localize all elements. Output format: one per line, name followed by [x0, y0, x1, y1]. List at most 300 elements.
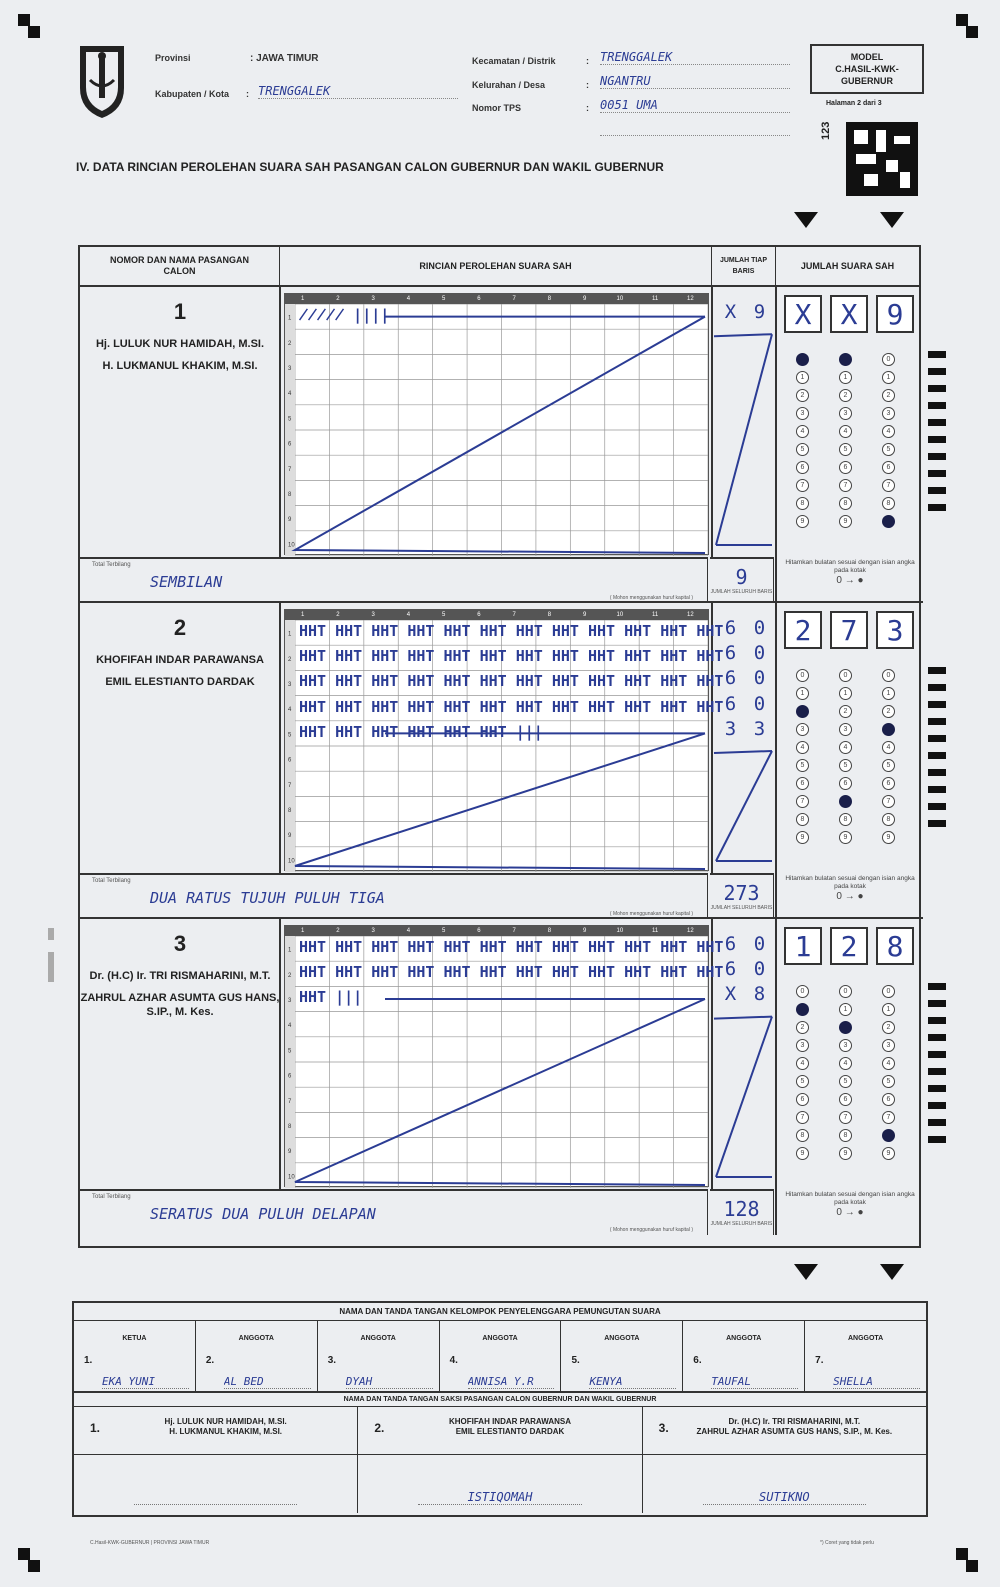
tally-grid [284, 609, 724, 871]
omr-bubble[interactable]: 3 [839, 1039, 852, 1052]
kelurahan-label: Kelurahan / Desa [472, 80, 546, 90]
terbilang-value[interactable]: SERATUS DUA PULUH DELAPAN [150, 1205, 376, 1223]
candidate-total-box: 273 JUMLAH SELURUH BARIS [710, 873, 774, 919]
witness-title: NAMA DAN TANDA TANGAN SAKSI PASANGAN CALON GUBERNUR DAN WAKIL GUBERNUR [74, 1393, 926, 1407]
tally-row: ̸̸̸̸̸ |||| [299, 306, 390, 324]
total-digit-boxes [784, 611, 914, 649]
instruction-text: Hitamkan bulatan sesuai dengan isian angka pada kotak 0 → ● [785, 875, 915, 902]
registration-mark-top-right [956, 14, 968, 26]
registration-mark-bottom-right [956, 1548, 968, 1560]
omr-bubble[interactable]: 3 [796, 1039, 809, 1052]
kpps-member [196, 1321, 318, 1391]
omr-bubble[interactable]: 4 [882, 425, 895, 438]
grid-col-label: 9 [582, 928, 587, 934]
row-sum-tens: X [724, 983, 737, 1006]
omr-bubble[interactable]: 6 [796, 777, 809, 790]
candidate-total[interactable]: 128 [723, 1197, 760, 1221]
timing-marks [928, 983, 946, 1143]
omr-bubble[interactable]: 2 [796, 1021, 809, 1034]
grid-row-label: 6 [288, 441, 292, 448]
grid-col-label: 3 [371, 928, 375, 934]
candidate-number: 3 [173, 931, 187, 956]
grid-row-label: 4 [288, 1023, 292, 1030]
member-role: ANGGOTA [360, 1335, 396, 1342]
grid-col-label: 6 [477, 296, 481, 302]
row-sum-tens: 6 [724, 617, 737, 639]
grid-row-label: 2 [288, 972, 292, 979]
total-digit-box[interactable]: 3 [876, 611, 914, 649]
omr-bubble[interactable]: 0 [796, 985, 809, 998]
witness-signer-name: SUTIKNO [703, 1490, 866, 1505]
omr-bubble[interactable]: 2 [882, 1021, 895, 1034]
member-name[interactable]: DYAH [346, 1375, 433, 1389]
omr-bubble[interactable]: 6 [796, 461, 809, 474]
kpps-member [318, 1321, 440, 1391]
candidate-number: 2 [173, 615, 187, 640]
kecamatan-value: TRENGGALEK [600, 50, 790, 65]
grid-row-label: 3 [288, 366, 292, 372]
omr-bubble[interactable] [839, 795, 852, 808]
grid-col-label: 11 [652, 928, 659, 934]
grid-col-label: 2 [336, 296, 340, 302]
footer-right: *) Coret yang tidak perlu [820, 1540, 874, 1546]
grid-col-label: 2 [336, 612, 340, 618]
omr-bubble[interactable]: 4 [839, 1057, 852, 1070]
omr-bubble[interactable]: 1 [796, 371, 809, 384]
member-name[interactable]: KENYA [589, 1375, 676, 1389]
omr-bubble[interactable]: 8 [882, 497, 895, 510]
total-digit-box[interactable]: 7 [830, 611, 868, 649]
omr-bubble[interactable]: 5 [839, 759, 852, 772]
footer-left: C.Hasil-KWK-GUBERNUR | PROVINSI JAWA TIMUR [90, 1540, 210, 1546]
grid-col-label: 7 [512, 296, 516, 302]
omr-bubble[interactable]: 4 [839, 425, 852, 438]
omr-bubble[interactable] [882, 723, 895, 736]
candidate-name-2: ZAHRUL AZHAR ASUMTA GUS HANS, S.IP., M. Kes. [80, 992, 280, 1018]
grid-row-label: 8 [288, 492, 292, 498]
kpps-member [74, 1321, 196, 1391]
omr-bubble[interactable]: 2 [839, 705, 852, 718]
kabupaten-value: TRENGGALEK [258, 84, 458, 99]
witness-signer-name: ISTIQOMAH [418, 1490, 581, 1505]
omr-bubble[interactable]: 3 [839, 407, 852, 420]
grid-col-label: 9 [582, 612, 587, 618]
member-number: 6. [693, 1355, 702, 1366]
omr-bubble[interactable]: 6 [882, 777, 895, 790]
candidate-name-2: EMIL ELESTIANTO DARDAK [105, 676, 255, 688]
omr-bubble[interactable]: 6 [839, 461, 852, 474]
omr-bubble[interactable]: 5 [796, 1075, 809, 1088]
terbilang-row: Total Terbilang SEMBILAN ( Mohon menggunakan huruf kapital ) [80, 557, 708, 603]
omr-bubble[interactable]: 8 [796, 1129, 809, 1142]
omr-bubble[interactable]: 0 [882, 985, 895, 998]
omr-bubble[interactable]: 1 [839, 371, 852, 384]
grid-col-label: 12 [687, 928, 694, 934]
total-digit-box[interactable]: X [784, 295, 822, 333]
omr-bubbles [796, 353, 895, 528]
omr-bubble[interactable]: 5 [882, 1075, 895, 1088]
tally-row: HHT ||| [299, 988, 363, 1007]
omr-bubble[interactable]: 8 [882, 813, 895, 826]
terbilang-value[interactable]: SEMBILAN [150, 573, 223, 591]
witness-signature[interactable] [643, 1455, 926, 1513]
member-number: 7. [815, 1355, 824, 1366]
candidate-name-1: Hj. LULUK NUR HAMIDAH, M.SI. [95, 338, 265, 350]
witness-signer-name [134, 1504, 297, 1505]
omr-bubble[interactable]: 7 [796, 795, 809, 808]
header-detail: RINCIAN PEROLEHAN SUARA SAH [280, 247, 712, 287]
candidate-total[interactable]: 9 [735, 565, 748, 589]
witness-candidate: 3. Dr. (H.C) Ir. TRI RISMAHARINI, M.T. ZAHRUL AZHAR ASUMTA GUS HANS, S.IP., M. Kes. [658, 1417, 893, 1436]
omr-bubble[interactable] [839, 1021, 852, 1034]
total-digit-box[interactable]: 8 [876, 927, 914, 965]
page-indicator: Halaman 2 dari 3 [826, 100, 882, 107]
grid-row-label: 9 [288, 833, 292, 840]
kpps-member [683, 1321, 805, 1391]
grid-col-label: 7 [512, 928, 516, 934]
member-name[interactable]: ANNISA Y.R [468, 1375, 555, 1389]
omr-bubble[interactable]: 0 [796, 669, 809, 682]
member-role: ANGGOTA [726, 1335, 762, 1342]
row-sum-units: 0 [753, 692, 766, 715]
grid-col-label: 6 [477, 612, 481, 618]
witness-number: 3. [658, 1421, 669, 1435]
tally-row: HHT HHT HHT HHT HHT HHT ||| [299, 722, 543, 741]
candidate-total-box: 9 JUMLAH SELURUH BARIS [710, 557, 774, 603]
omr-bubble[interactable]: 5 [796, 759, 809, 772]
omr-bubble[interactable]: 0 [839, 669, 852, 682]
omr-bubble[interactable]: 7 [882, 479, 895, 492]
omr-bubble[interactable]: 6 [839, 1093, 852, 1106]
grid-row-label: 7 [288, 782, 292, 789]
tally-row: HHT HHT HHT HHT HHT HHT HHT HHT HHT HHT HHT HHT [299, 647, 724, 666]
header-row-total: JUMLAH TIAP BARIS [712, 247, 776, 287]
section-title: IV. DATA RINCIAN PEROLEHAN SUARA SAH PASANGAN CALON GUBERNUR DAN WAKIL GUBERNUR [76, 160, 664, 174]
omr-bubbles [796, 985, 895, 1160]
kelurahan-value: NGANTRU [600, 74, 790, 89]
omr-bubble[interactable]: 7 [882, 1111, 895, 1124]
row-sum-units: 0 [753, 933, 766, 955]
registration-mark-top-left-2 [28, 26, 40, 38]
provinsi-label: Provinsi [155, 53, 191, 63]
row-sum-tens: X [724, 301, 737, 323]
omr-bubble[interactable]: 4 [796, 741, 809, 754]
instruction-text: Hitamkan bulatan sesuai dengan isian angka pada kotak 0 → ● [785, 1191, 915, 1218]
grid-col-label: 8 [547, 612, 552, 618]
candidate-total-box: 128 JUMLAH SELURUH BARIS [710, 1189, 774, 1235]
omr-bubble[interactable]: 1 [839, 687, 852, 700]
row-sum-tens: 6 [724, 667, 737, 690]
grid-row-label: 5 [288, 1048, 292, 1055]
omr-bubble[interactable]: 7 [796, 1111, 809, 1124]
qr-code-number: 123 [820, 121, 832, 140]
registration-mark-bottom-left-2 [28, 1560, 40, 1572]
registration-mark-top-right-2 [966, 26, 978, 38]
member-role: ANGGOTA [847, 1335, 884, 1342]
candidate-name-1: KHOFIFAH INDAR PARAWANSA [96, 654, 264, 666]
total-digit-box[interactable]: 2 [830, 927, 868, 965]
omr-bubble[interactable]: 9 [882, 1147, 895, 1160]
candidate-number: 1 [173, 299, 187, 324]
member-name[interactable]: AL BED [224, 1375, 311, 1389]
omr-bubble[interactable]: 7 [796, 479, 809, 492]
omr-bubble[interactable]: 4 [839, 741, 852, 754]
omr-bubble[interactable]: 0 [882, 353, 895, 366]
omr-bubble[interactable]: 7 [839, 479, 852, 492]
candidate-name-1: Dr. (H.C) Ir. TRI RISMAHARINI, M.T. [89, 970, 271, 982]
row-sum-tens: 6 [724, 958, 737, 981]
grid-row-label: 10 [288, 1174, 295, 1181]
grid-col-label: 12 [687, 296, 694, 302]
omr-bubble[interactable]: 6 [839, 777, 852, 790]
instruction-text: Hitamkan bulatan sesuai dengan isian angka pada kotak 0 → ● [785, 559, 915, 586]
member-role: KETUA [122, 1335, 147, 1342]
grid-col-label: 10 [616, 296, 624, 302]
row-sum-tens: 3 [724, 717, 737, 740]
candidate-section-2 [80, 603, 923, 919]
alignment-arrow-icon [794, 1264, 818, 1280]
omr-bubble[interactable]: 3 [796, 407, 809, 420]
registration-mark-top-left [18, 14, 30, 26]
omr-bubble[interactable]: 3 [882, 1039, 895, 1052]
model-box: MODEL C.HASIL-KWK- GUBERNUR [810, 44, 924, 94]
kpps-members [74, 1321, 926, 1393]
row-sum-units: 3 [753, 717, 766, 740]
omr-bubble[interactable]: 9 [796, 1147, 809, 1160]
grid-row-label: 3 [288, 998, 292, 1004]
total-digit-box[interactable]: X [830, 295, 868, 333]
omr-bubble[interactable]: 2 [882, 705, 895, 718]
omr-bubble[interactable]: 4 [882, 1057, 895, 1070]
grid-col-label: 11 [652, 296, 659, 302]
omr-bubble[interactable]: 4 [796, 425, 809, 438]
candidate-info [80, 603, 280, 697]
kabupaten-label: Kabupaten / Kota [155, 89, 230, 99]
row-sum-units: 0 [753, 667, 766, 690]
total-digit-boxes [784, 295, 914, 333]
registration-mark-bottom-left [18, 1548, 30, 1560]
omr-bubble[interactable]: 9 [882, 831, 895, 844]
witness-number: 1. [90, 1421, 101, 1435]
grid-row-label: 9 [288, 1149, 292, 1156]
omr-bubble[interactable]: 9 [796, 515, 809, 528]
omr-bubble[interactable]: 2 [796, 389, 809, 402]
witness-signature[interactable] [358, 1455, 642, 1513]
grid-col-label: 1 [300, 928, 305, 934]
omr-bubble[interactable]: 5 [796, 443, 809, 456]
terbilang-row: Total Terbilang DUA RATUS TUJUH PULUH TIGA ( Mohon menggunakan huruf kapital ) [80, 873, 708, 919]
omr-bubble[interactable] [796, 353, 809, 366]
omr-bubble[interactable] [796, 1003, 809, 1016]
omr-bubble[interactable]: 6 [796, 1093, 809, 1106]
grid-col-label: 5 [441, 612, 446, 618]
tally-row: HHT HHT HHT HHT HHT HHT HHT HHT HHT HHT HHT HHT [299, 938, 724, 956]
kpps-member [440, 1321, 562, 1391]
grid-col-label: 11 [652, 612, 659, 618]
terbilang-value[interactable]: DUA RATUS TUJUH PULUH TIGA [150, 889, 385, 907]
omr-bubble[interactable]: 8 [796, 497, 809, 510]
grid-col-label: 2 [336, 928, 340, 934]
province-emblem-icon [76, 40, 128, 120]
grid-row-label: 2 [288, 656, 292, 663]
candidate-section-1 [80, 287, 923, 603]
grid-col-label: 1 [300, 296, 305, 302]
row-sum-units: 0 [753, 958, 766, 981]
omr-bubble[interactable]: 3 [796, 723, 809, 736]
omr-bubble[interactable]: 8 [839, 497, 852, 510]
witness-candidate: 1. Hj. LULUK NUR HAMIDAH, M.SI. H. LUKMANUL KHAKIM, M.SI. [74, 1407, 358, 1454]
member-role: ANGGOTA [482, 1335, 518, 1342]
candidate-name-2: H. LUKMANUL KHAKIM, M.SI. [102, 360, 258, 372]
side-mark [48, 928, 54, 940]
omr-bubble[interactable]: 0 [882, 669, 895, 682]
omr-bubble[interactable]: 5 [839, 443, 852, 456]
alignment-arrow-icon [794, 212, 818, 228]
omr-bubble[interactable]: 2 [882, 389, 895, 402]
grid-col-label: 3 [371, 612, 375, 618]
member-role: ANGGOTA [238, 1335, 274, 1342]
omr-bubble[interactable]: 8 [839, 1129, 852, 1142]
witness-names [74, 1407, 926, 1455]
grid-col-label: 4 [406, 928, 411, 934]
witness-signatures [74, 1455, 926, 1513]
kecamatan-label: Kecamatan / Distrik [472, 56, 556, 66]
omr-bubble[interactable]: 3 [882, 407, 895, 420]
tally-row: HHT HHT HHT HHT HHT HHT HHT HHT HHT HHT HHT HHT [299, 697, 724, 716]
alignment-arrow-icon [880, 1264, 904, 1280]
witness-number: 2. [374, 1421, 385, 1435]
omr-bubble[interactable]: 1 [882, 1003, 895, 1016]
tally-row: HHT HHT HHT HHT HHT HHT HHT HHT HHT HHT HHT HHT [299, 622, 724, 640]
omr-bubble[interactable]: 5 [839, 1075, 852, 1088]
grid-row-label: 4 [288, 391, 292, 398]
omr-bubbles [796, 669, 895, 844]
omr-bubble[interactable]: 7 [882, 795, 895, 808]
extra-field-line [600, 132, 790, 136]
omr-bubble[interactable]: 4 [796, 1057, 809, 1070]
grid-col-label: 7 [512, 612, 516, 618]
total-digit-box[interactable]: 2 [784, 611, 822, 649]
member-number: 3. [327, 1355, 337, 1366]
grid-row-label: 6 [288, 757, 292, 764]
provinsi-value: : JAWA TIMUR [250, 53, 319, 64]
omr-bubble[interactable] [839, 353, 852, 366]
omr-bubble[interactable]: 3 [839, 723, 852, 736]
omr-bubble[interactable]: 1 [882, 371, 895, 384]
omr-bubble[interactable]: 6 [882, 1093, 895, 1106]
kpps-member [805, 1321, 926, 1391]
grid-row-label: 1 [288, 315, 292, 322]
qr-code-icon [846, 122, 918, 196]
omr-bubble[interactable]: 0 [839, 985, 852, 998]
grid-row-label: 1 [288, 947, 292, 954]
header-candidate: NOMOR DAN NAMA PASANGAN CALON [80, 247, 280, 287]
omr-bubble[interactable]: 5 [882, 443, 895, 456]
grid-row-label: 8 [288, 1124, 292, 1130]
candidate-info [80, 287, 280, 381]
witness-signature[interactable] [74, 1455, 358, 1513]
alignment-arrow-icon [880, 212, 904, 228]
omr-bubble[interactable] [796, 705, 809, 718]
grid-row-label: 7 [288, 466, 292, 473]
row-sum-tens: 6 [724, 933, 737, 955]
grid-col-label: 10 [616, 928, 624, 934]
tally-row: HHT HHT HHT HHT HHT HHT HHT HHT HHT HHT HHT HHT [299, 963, 724, 982]
omr-bubble[interactable]: 1 [839, 1003, 852, 1016]
member-name[interactable]: EKA YUNI [102, 1375, 189, 1389]
grid-col-label: 5 [441, 928, 446, 934]
row-sum-units: 9 [753, 301, 766, 323]
omr-bubble[interactable]: 9 [839, 831, 852, 844]
registration-mark-bottom-right-2 [966, 1560, 978, 1572]
omr-bubble[interactable]: 9 [839, 1147, 852, 1160]
vote-detail-table [78, 245, 921, 1248]
omr-bubble[interactable]: 5 [882, 759, 895, 772]
grid-row-label: 1 [288, 631, 292, 638]
grid-row-label: 8 [288, 808, 292, 814]
omr-bubble[interactable]: 6 [882, 461, 895, 474]
row-sum-tens: 6 [724, 642, 737, 665]
kpps-member [561, 1321, 683, 1391]
grid-col-label: 1 [300, 612, 305, 618]
grid-row-label: 7 [288, 1098, 292, 1105]
omr-bubble[interactable] [882, 1129, 895, 1142]
omr-bubble[interactable]: 1 [882, 687, 895, 700]
grid-col-label: 12 [687, 612, 694, 618]
grid-row-label: 4 [288, 707, 292, 714]
terbilang-row: Total Terbilang SERATUS DUA PULUH DELAPAN ( Mohon menggunakan huruf kapital ) [80, 1189, 708, 1235]
member-number: 2. [205, 1355, 215, 1366]
omr-bubble[interactable]: 8 [796, 813, 809, 826]
omr-bubble[interactable]: 4 [882, 741, 895, 754]
grid-col-label: 8 [547, 296, 552, 302]
grid-row-label: 9 [288, 517, 292, 524]
omr-bubble[interactable]: 1 [796, 687, 809, 700]
tally-grid [284, 293, 709, 555]
omr-bubble[interactable]: 9 [839, 515, 852, 528]
omr-bubble[interactable]: 8 [839, 813, 852, 826]
timing-marks [928, 351, 946, 511]
total-digit-boxes [784, 927, 914, 965]
tally-row: HHT HHT HHT HHT HHT HHT HHT HHT HHT HHT HHT HHT [299, 672, 724, 691]
omr-bubble[interactable]: 9 [796, 831, 809, 844]
omr-bubble[interactable]: 7 [839, 1111, 852, 1124]
omr-bubble[interactable]: 2 [839, 389, 852, 402]
grid-row-label: 3 [288, 682, 292, 688]
row-sum-units: 8 [753, 983, 766, 1006]
witness-candidate: 2. KHOFIFAH INDAR PARAWANSA EMIL ELESTIANTO DARDAK [358, 1407, 642, 1454]
row-sum-units: 0 [753, 642, 766, 665]
grid-col-label: 10 [616, 612, 624, 618]
total-digit-box[interactable]: 9 [876, 295, 914, 333]
grid-col-label: 3 [371, 296, 375, 302]
tps-value: 0051 UMA [600, 98, 790, 113]
row-sum-units: 0 [753, 617, 766, 639]
member-number: 5. [571, 1355, 580, 1366]
grid-row-label: 6 [288, 1073, 292, 1080]
tally-grid [284, 925, 724, 1187]
total-digit-box[interactable]: 1 [784, 927, 822, 965]
candidate-total[interactable]: 273 [723, 881, 760, 905]
omr-bubble[interactable] [882, 515, 895, 528]
row-sum-tens: 6 [724, 692, 737, 715]
grid-row-label: 5 [288, 416, 292, 423]
grid-col-label: 4 [406, 296, 411, 302]
member-name[interactable]: SHELLA [833, 1375, 920, 1389]
member-number: 1. [84, 1355, 93, 1366]
member-name[interactable]: TAUFAL [711, 1375, 798, 1389]
member-number: 4. [449, 1355, 458, 1366]
